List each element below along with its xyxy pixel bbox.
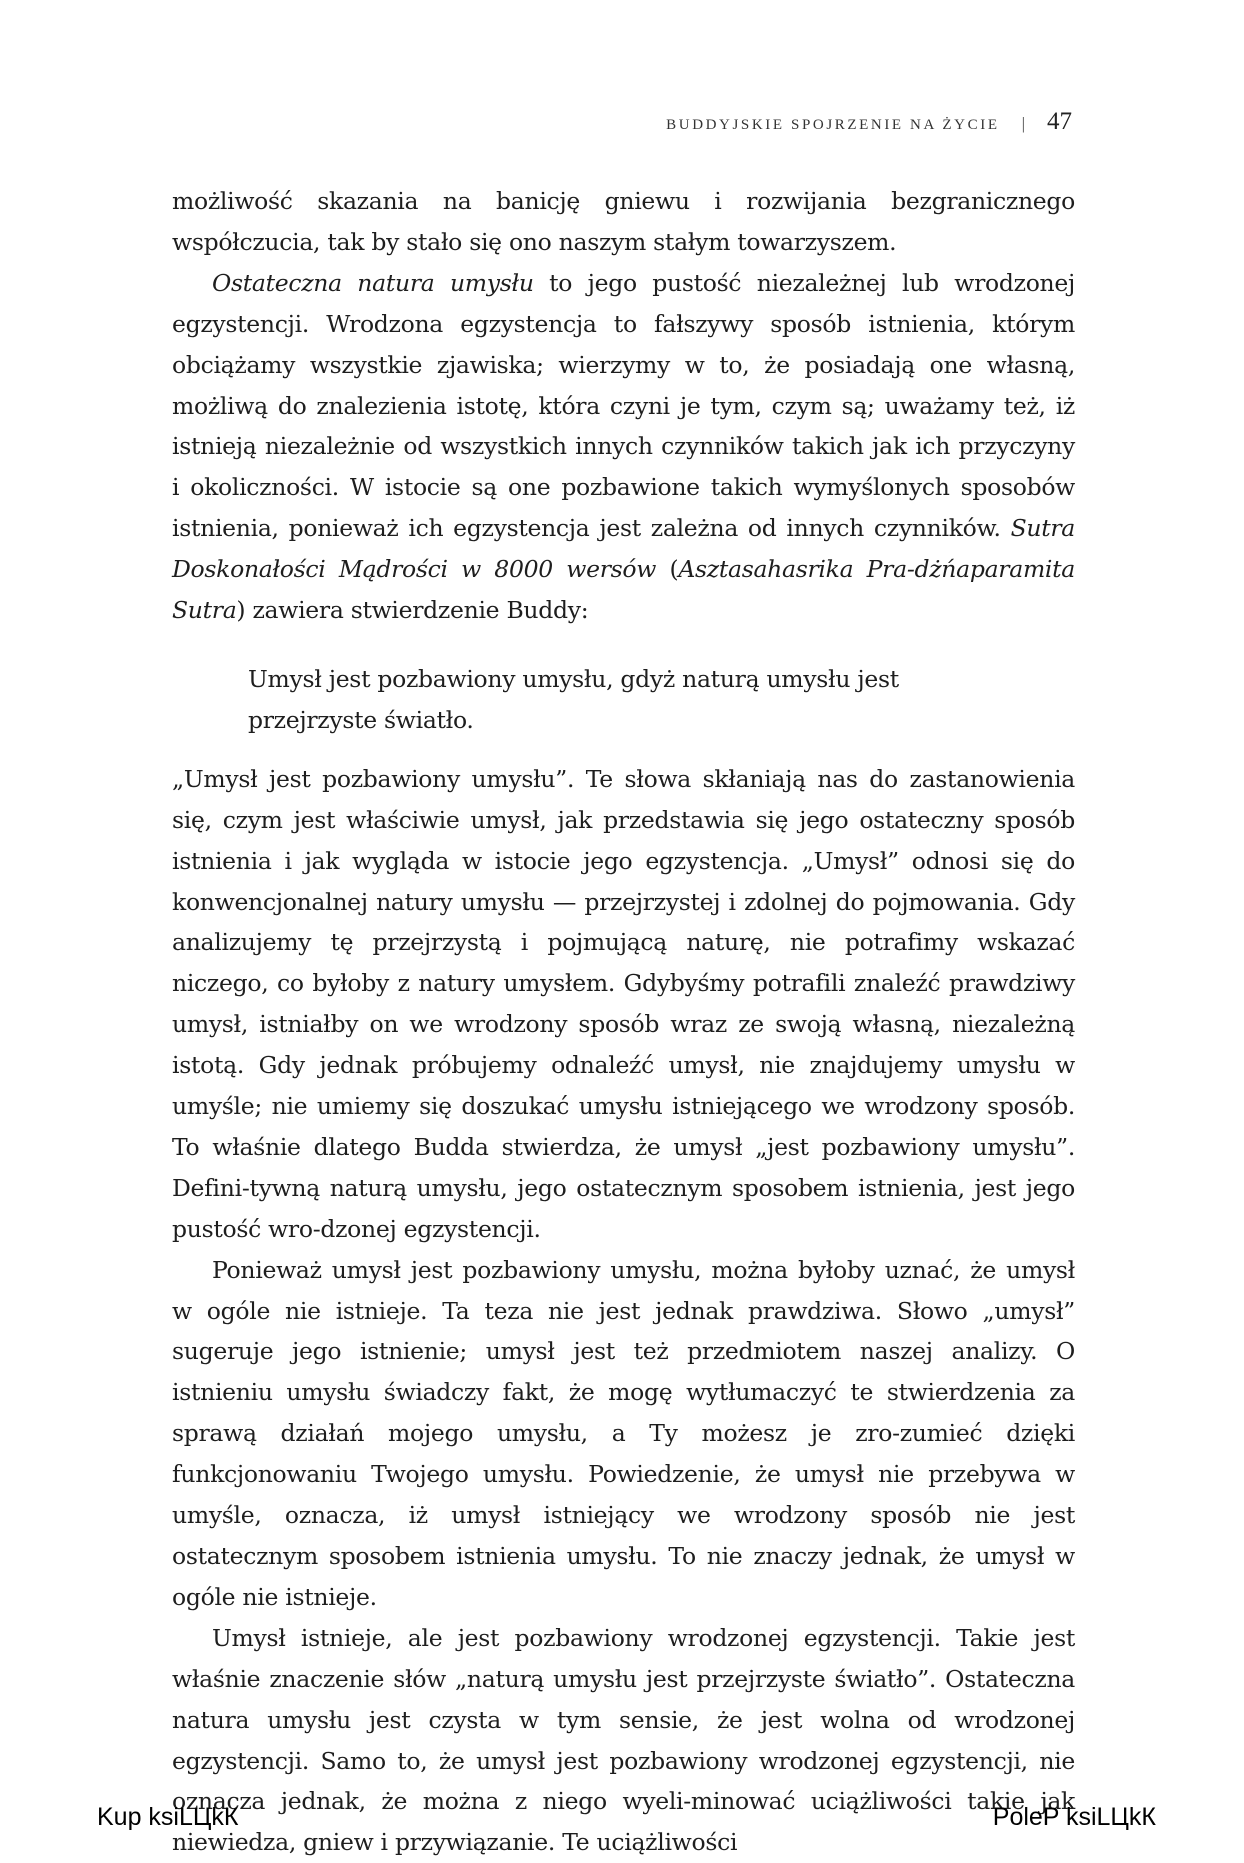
running-header xyxy=(666,108,1072,136)
block-quote: Umysł jest pozbawiony umysłu, gdyż naturą umysłu jest przejrzyste światło. xyxy=(248,664,899,734)
paragraph-4: Ponieważ umysł jest pozbawiony umysłu, można byłoby uznać, że umysł w ogóle nie istnieje. Ta teza nie jest jednak prawdziwa. Słowo „umysł” sugeruje jego istnienie; umysł jest też przedmiotem naszej analizy. O istnieniu umysłu świadczy fakt, że mogę wytłumaczyć te stwierdzenia za sprawą działań mojego umysłu, a Ty możesz je zro-zumieć dzięki funkcjonowaniu Twojego umysłu. Powiedzenie, że umysł nie przebywa w umyśle, oznacza, iż umysł istniejący we wrodzony sposób nie jest ostatecznym sposobem istnienia umysłu. To nie znaczy jednak, że umysł w ogóle nie istnieje. xyxy=(172,1255,1075,1611)
recommend-book-link[interactable]: PoleP ksiLЦkК xyxy=(992,1803,1156,1831)
running-title: BUDDYJSKIE SPOJRZENIE NA ŻYCIE xyxy=(666,117,1000,133)
page-number: 47 xyxy=(1047,108,1072,135)
header-separator: | xyxy=(1021,114,1025,133)
sutra-original-title: Asztasahasrika Pra-dżńaparamita Sutra xyxy=(172,555,1075,625)
sutra-title: Sutra Doskonałości Mądrości w 8000 wersów xyxy=(172,514,1075,584)
emphasis-ultimate-nature: Ostateczna natura umysłu xyxy=(212,268,534,297)
paragraph-5: Umysł istnieje, ale jest pozbawiony wrodzonej egzystencji. Takie jest właśnie znaczenie słów „naturą umysłu jest przejrzyste światło”. Ostateczna natura umysłu jest czysta w tym sensie, że jest wolna od wrodzonej egzystencji. Samo to, że umysł jest pozbawiony wrodzonej egzystencji, nie oznacza jednak, że można z niego wyeli-minować uciążliwości takie jak niewiedza, gniew i przywiązanie. Te uciążliwości xyxy=(172,1623,1075,1857)
paragraph-2-text-1: to jego pustość niezależnej lub wrodzonej egzystencji. Wrodzona egzystencja to fałszywy sposób istnienia, którym obciążamy wszystkie zjawiska; wierzymy w to, że posiadają one własną, możliwą do znalezienia istotę, która czyni je tym, czym są; uważamy też, iż istnieją niezależnie od wszystkich innych czynników takich jak ich przyczyny i okoliczności. W istocie są one pozbawione takich wymyślonych sposobów istnienia, ponieważ ich egzystencja jest zależna od innych czynników. xyxy=(172,268,1075,543)
paragraph-1: możliwość skazania na banicję gniewu i rozwijania bezgranicznego współczucia, tak by stało się ono naszym stałym towarzyszem. xyxy=(172,187,1075,256)
paragraph-2-text-3: ) zawiera stwierdzenie Buddy: xyxy=(236,596,589,625)
paragraph-2-text-2: ( xyxy=(656,555,679,584)
paragraph-2 xyxy=(172,263,1075,631)
paragraph-3: „Umysł jest pozbawiony umysłu”. Te słowa skłaniają nas do zastanowienia się, czym jest właściwie umysł, jak przedstawia się jego ostateczny sposób istnienia i jak wygląda w istocie jego egzystencja. „Umysł” odnosi się do konwencjonalnej natury umysłu — przejrzystej i zdolnej do pojmowania. Gdy analizujemy tę przejrzystą i pojmującą naturę, nie potrafimy wskazać niczego, co byłoby z natury umysłem. Gdybyśmy potrafili znaleźć prawdziwy umysł, istniałby on we wrodzony sposób wraz ze swoją własną, niezależną istotą. Gdy jednak próbujemy odnaleźć umysł, nie znajdujemy umysłu w umyśle; nie umiemy się doszukać umysłu istniejącego we wrodzony sposób. To właśnie dlatego Budda stwierdza, że umysł „jest pozbawiony umysłu”. Defini-tywną naturą umysłu, jego ostatecznym sposobem istnienia, jest jego pustość wro-dzonej egzystencji. xyxy=(172,764,1075,1243)
body-text xyxy=(172,181,1075,1863)
buy-book-link[interactable]: Kup ksiLЦkК xyxy=(97,1803,239,1831)
